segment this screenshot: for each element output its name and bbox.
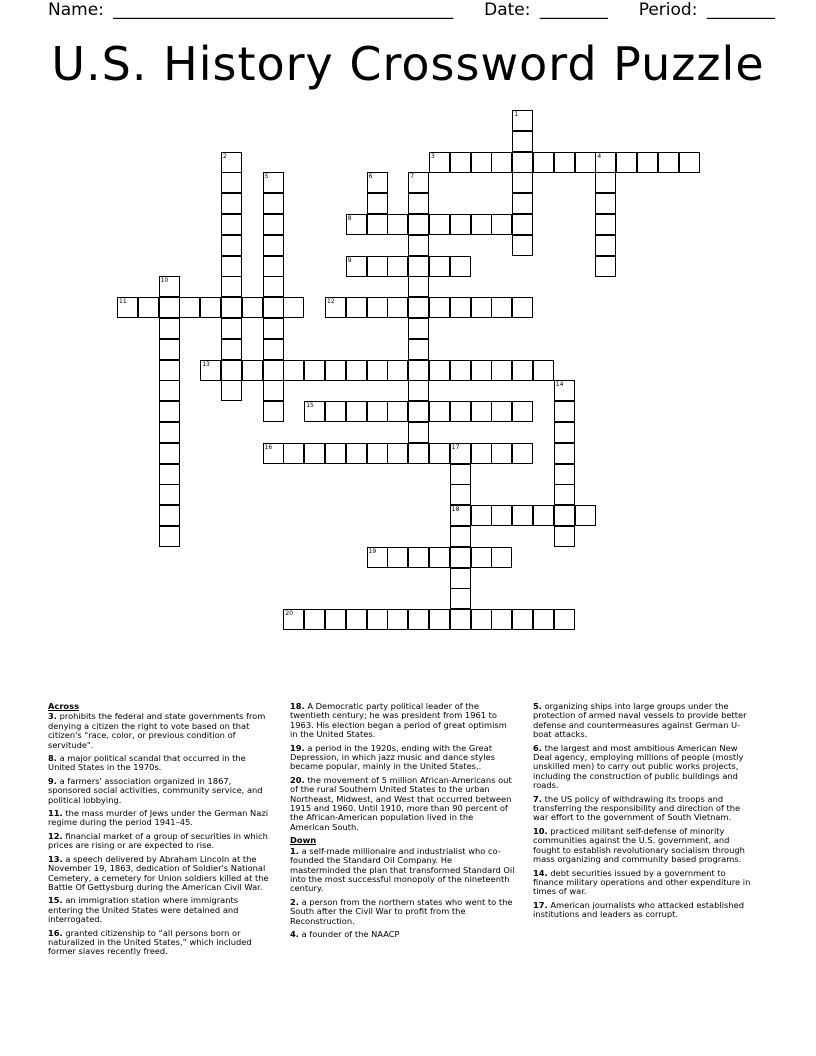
grid-cell[interactable] bbox=[408, 547, 429, 568]
clue-text: the largest and most ambitious American New Deal agency, employing millions of people (mostly unskilled men) to carry out public works projects, including the construction of public buildings and roads. bbox=[533, 742, 744, 791]
clue-item bbox=[48, 832, 273, 851]
grid-cell[interactable] bbox=[367, 214, 388, 235]
clue-item bbox=[290, 930, 515, 939]
grid-cell[interactable] bbox=[159, 297, 180, 318]
cell-number: 3 bbox=[431, 152, 435, 160]
grid-cell[interactable] bbox=[450, 256, 471, 277]
clue-number: 15. bbox=[48, 895, 63, 906]
grid-cell[interactable] bbox=[450, 505, 471, 526]
clue-column-3 bbox=[533, 702, 758, 924]
grid-cell[interactable] bbox=[159, 380, 180, 401]
grid-cell[interactable] bbox=[367, 360, 388, 381]
clue-text: a self-made millionaire and industrialist who co-founded the Standard Oil Company. He masterminded the plan that transformed Standard Oil into the most successful monopoly of the nineteenth century. bbox=[290, 845, 515, 894]
grid-cell[interactable] bbox=[408, 401, 429, 422]
clue-text: an immigration station where immigrants entering the United States were detained and interrogated. bbox=[48, 895, 239, 925]
grid-cell[interactable] bbox=[346, 443, 367, 464]
clue-text: the movement of 5 million African-Americans out of the rural Southern United States to the urban Northeast, Midwest, and West that occurred between 1915 and 1960. Until 1910, more than 90 percent of the African-American population lived in the American South. bbox=[290, 774, 512, 832]
grid-cell[interactable] bbox=[450, 297, 471, 318]
clue-number: 16. bbox=[48, 927, 63, 938]
cell-number: 11 bbox=[119, 298, 127, 306]
grid-cell[interactable] bbox=[471, 401, 492, 422]
name-blank[interactable]: ________________________________________ bbox=[113, 0, 454, 20]
grid-cell[interactable] bbox=[471, 505, 492, 526]
page-title: U.S. History Crossword Puzzle bbox=[51, 37, 765, 91]
grid-cell[interactable] bbox=[263, 380, 284, 401]
grid-cell[interactable] bbox=[408, 235, 429, 256]
grid-cell[interactable] bbox=[512, 110, 533, 131]
across-heading: Across bbox=[48, 701, 80, 711]
grid-cell[interactable] bbox=[450, 360, 471, 381]
clue-text: a founder of the NAACP bbox=[301, 928, 400, 939]
grid-cell[interactable] bbox=[283, 609, 304, 630]
cell-number: 13 bbox=[202, 360, 210, 368]
grid-cell[interactable] bbox=[221, 360, 242, 381]
grid-cell[interactable] bbox=[450, 464, 471, 485]
clue-number: 4. bbox=[290, 928, 299, 939]
grid-cell[interactable] bbox=[512, 360, 533, 381]
grid-cell[interactable] bbox=[595, 152, 616, 173]
grid-cell[interactable] bbox=[408, 297, 429, 318]
grid-cell[interactable] bbox=[658, 152, 679, 173]
grid-cell[interactable] bbox=[346, 256, 367, 277]
cell-number: 10 bbox=[160, 277, 169, 285]
clue-item bbox=[48, 929, 273, 957]
grid-cell[interactable] bbox=[159, 526, 180, 547]
grid-cell[interactable] bbox=[554, 380, 575, 401]
grid-cell[interactable] bbox=[512, 193, 533, 214]
down-heading: Down bbox=[290, 835, 317, 846]
grid-cell[interactable] bbox=[325, 360, 346, 381]
cell-number: 14 bbox=[555, 381, 564, 389]
grid-cell[interactable] bbox=[263, 443, 284, 464]
date-blank[interactable]: ________ bbox=[539, 0, 608, 20]
grid-cell[interactable] bbox=[512, 505, 533, 526]
grid-cell[interactable] bbox=[408, 360, 429, 381]
grid-cell[interactable] bbox=[429, 256, 450, 277]
grid-cell[interactable] bbox=[159, 464, 180, 485]
grid-cell[interactable] bbox=[408, 193, 429, 214]
clue-number: 10. bbox=[533, 825, 548, 836]
grid-cell[interactable] bbox=[387, 297, 408, 318]
date-label: Date: bbox=[484, 0, 531, 20]
cell-number: 12 bbox=[327, 298, 335, 306]
grid-cell[interactable] bbox=[221, 256, 242, 277]
cell-number: 2 bbox=[223, 152, 227, 160]
grid-cell[interactable] bbox=[554, 401, 575, 422]
grid-cell[interactable] bbox=[471, 214, 492, 235]
grid-cell[interactable] bbox=[387, 547, 408, 568]
clue-item bbox=[290, 702, 515, 740]
grid-cell[interactable] bbox=[263, 235, 284, 256]
grid-cell[interactable] bbox=[616, 152, 637, 173]
grid-cell[interactable] bbox=[450, 609, 471, 630]
clue-text: a period in the 1920s, ending with the Great Depression, in which jazz music and dance styles became popular, mainly in the United States,. bbox=[290, 742, 495, 772]
clue-column-1 bbox=[48, 702, 273, 961]
clue-text: the mass murder of Jews under the German Nazi regime during the period 1941–45. bbox=[48, 808, 269, 828]
name-label: Name: bbox=[48, 0, 104, 20]
grid-cell[interactable] bbox=[179, 297, 200, 318]
grid-cell[interactable] bbox=[221, 276, 242, 297]
clue-text: a major political scandal that occurred in the United States in the 1970s. bbox=[48, 753, 246, 773]
clue-text: A Democratic party political leader of the twentieth century; he was president from 1961 to 1963. His election began a period of great optimism in the United States. bbox=[290, 701, 507, 740]
grid-cell[interactable] bbox=[283, 297, 304, 318]
clue-item bbox=[48, 809, 273, 828]
clue-number: 11. bbox=[48, 808, 63, 819]
grid-cell[interactable] bbox=[450, 484, 471, 505]
grid-cell[interactable] bbox=[471, 443, 492, 464]
grid-cell[interactable] bbox=[408, 609, 429, 630]
clue-item bbox=[533, 827, 758, 865]
grid-cell[interactable] bbox=[367, 401, 388, 422]
grid-cell[interactable] bbox=[595, 172, 616, 193]
grid-cell[interactable] bbox=[159, 443, 180, 464]
grid-cell[interactable] bbox=[512, 152, 533, 173]
clue-item bbox=[48, 896, 273, 924]
grid-cell[interactable] bbox=[554, 443, 575, 464]
cell-number: 16 bbox=[264, 443, 273, 451]
grid-cell[interactable] bbox=[387, 360, 408, 381]
period-label: Period: bbox=[638, 0, 698, 20]
clue-item bbox=[533, 901, 758, 920]
grid-cell[interactable] bbox=[429, 152, 450, 173]
grid-cell[interactable] bbox=[595, 193, 616, 214]
grid-cell[interactable] bbox=[263, 318, 284, 339]
clue-number: 12. bbox=[48, 830, 63, 841]
clue-number: 14. bbox=[533, 867, 548, 878]
grid-cell[interactable] bbox=[221, 339, 242, 360]
grid-cell[interactable] bbox=[637, 152, 658, 173]
grid-cell[interactable] bbox=[387, 214, 408, 235]
grid-cell[interactable] bbox=[221, 318, 242, 339]
grid-cell[interactable] bbox=[471, 152, 492, 173]
clue-item bbox=[48, 855, 273, 893]
grid-cell[interactable] bbox=[491, 297, 512, 318]
clue-item bbox=[533, 869, 758, 897]
clue-number: 20. bbox=[290, 774, 305, 785]
grid-cell[interactable] bbox=[408, 318, 429, 339]
grid-cell[interactable] bbox=[346, 401, 367, 422]
grid-cell[interactable] bbox=[200, 360, 221, 381]
grid-cell[interactable] bbox=[367, 443, 388, 464]
clue-number: 17. bbox=[533, 899, 548, 910]
period-blank[interactable]: ________ bbox=[706, 0, 775, 20]
clue-item bbox=[48, 754, 273, 773]
clue-item bbox=[533, 702, 758, 740]
grid-cell[interactable] bbox=[450, 152, 471, 173]
grid-cell[interactable] bbox=[554, 152, 575, 173]
grid-cell[interactable] bbox=[450, 568, 471, 589]
grid-cell[interactable] bbox=[304, 360, 325, 381]
grid-cell[interactable] bbox=[491, 214, 512, 235]
grid-cell[interactable] bbox=[575, 505, 596, 526]
grid-cell[interactable] bbox=[367, 256, 388, 277]
grid-cell[interactable] bbox=[159, 505, 180, 526]
grid-cell[interactable] bbox=[512, 214, 533, 235]
cell-number: 8 bbox=[347, 215, 352, 222]
grid-cell[interactable] bbox=[159, 422, 180, 443]
grid-cell[interactable] bbox=[429, 443, 450, 464]
grid-cell[interactable] bbox=[408, 256, 429, 277]
grid-cell[interactable] bbox=[221, 380, 242, 401]
grid-cell[interactable] bbox=[263, 360, 284, 381]
clue-number: 13. bbox=[48, 853, 63, 864]
clue-text: prohibits the federal and state governments from denying a citizen the right to vote based on that citizen's "race, color, or previous condition of servitude". bbox=[48, 711, 266, 750]
grid-cell[interactable] bbox=[263, 256, 284, 277]
grid-cell[interactable] bbox=[263, 193, 284, 214]
grid-cell[interactable] bbox=[471, 297, 492, 318]
grid-cell[interactable] bbox=[221, 193, 242, 214]
grid-cell[interactable] bbox=[512, 401, 533, 422]
clue-item bbox=[533, 744, 758, 791]
clue-text: financial market of a group of securities in which prices are rising or are expected to rise. bbox=[48, 830, 268, 851]
grid-cell[interactable] bbox=[554, 609, 575, 630]
grid-cell[interactable] bbox=[304, 401, 325, 422]
grid-cell[interactable] bbox=[263, 276, 284, 297]
grid-cell[interactable] bbox=[283, 360, 304, 381]
clue-number: 7. bbox=[533, 793, 542, 804]
grid-cell[interactable] bbox=[471, 547, 492, 568]
grid-cell[interactable] bbox=[491, 360, 512, 381]
grid-cell[interactable] bbox=[512, 443, 533, 464]
clue-number: 6. bbox=[533, 742, 542, 753]
cell-number: 1 bbox=[514, 111, 519, 118]
across-clues-a bbox=[48, 712, 273, 956]
grid-cell[interactable] bbox=[554, 464, 575, 485]
grid-cell[interactable] bbox=[159, 318, 180, 339]
grid-cell[interactable] bbox=[159, 276, 180, 297]
grid-cell[interactable] bbox=[450, 588, 471, 609]
cell-number: 7 bbox=[410, 173, 415, 181]
grid-cell[interactable] bbox=[159, 401, 180, 422]
grid-cell[interactable] bbox=[491, 547, 512, 568]
grid-cell[interactable] bbox=[117, 297, 138, 318]
grid-cell[interactable] bbox=[491, 505, 512, 526]
grid-cell[interactable] bbox=[595, 235, 616, 256]
down-clues-b bbox=[533, 702, 758, 920]
grid-cell[interactable] bbox=[221, 214, 242, 235]
cell-number: 15 bbox=[306, 402, 314, 410]
grid-cell[interactable] bbox=[221, 152, 242, 173]
clue-text: a person from the northern states who went to the South after the Civil War to profit from the Reconstruction. bbox=[290, 896, 513, 926]
grid-cell[interactable] bbox=[554, 484, 575, 505]
clue-item bbox=[48, 712, 273, 750]
grid-cell[interactable] bbox=[367, 172, 388, 193]
grid-cell[interactable] bbox=[491, 443, 512, 464]
grid-cell[interactable] bbox=[408, 339, 429, 360]
grid-cell[interactable] bbox=[387, 256, 408, 277]
grid-cell[interactable] bbox=[471, 609, 492, 630]
grid-cell[interactable] bbox=[512, 235, 533, 256]
cell-number: 17 bbox=[451, 443, 460, 451]
grid-cell[interactable] bbox=[346, 297, 367, 318]
grid-cell[interactable] bbox=[159, 339, 180, 360]
grid-cell[interactable] bbox=[512, 297, 533, 318]
grid-cell[interactable] bbox=[533, 609, 554, 630]
grid-cell[interactable] bbox=[221, 297, 242, 318]
grid-cell[interactable] bbox=[554, 422, 575, 443]
grid-cell[interactable] bbox=[325, 297, 346, 318]
clue-item bbox=[533, 795, 758, 823]
cell-number: 18 bbox=[451, 506, 460, 514]
clue-item bbox=[290, 776, 515, 832]
grid-cell[interactable] bbox=[263, 172, 284, 193]
clue-number: 2. bbox=[290, 896, 299, 907]
grid-cell[interactable] bbox=[325, 609, 346, 630]
grid-cell[interactable] bbox=[450, 401, 471, 422]
cell-number: 19 bbox=[368, 547, 377, 555]
grid-cell[interactable] bbox=[346, 214, 367, 235]
grid-cell[interactable] bbox=[387, 609, 408, 630]
grid-cell[interactable] bbox=[491, 609, 512, 630]
clue-item bbox=[290, 898, 515, 926]
clue-number: 1. bbox=[290, 845, 299, 856]
grid-cell[interactable] bbox=[304, 443, 325, 464]
clue-item bbox=[290, 744, 515, 772]
clue-number: 9. bbox=[48, 775, 57, 786]
clue-text: a speech delivered by Abraham Lincoln at the November 19, 1863, dedication of Soldier's National Cemetery, a cemetery for Union soldiers killed at the Battle Of Gettysburg during the American Civil War. bbox=[48, 853, 269, 892]
grid-cell[interactable] bbox=[138, 297, 159, 318]
grid-cell[interactable] bbox=[325, 443, 346, 464]
clue-text: the US policy of withdrawing its troops and transferring the responsibility and direction of the war effort to the government of South Vietnam. bbox=[533, 793, 741, 823]
cell-number: 5 bbox=[264, 173, 269, 181]
grid-cell[interactable] bbox=[679, 152, 700, 173]
grid-cell[interactable] bbox=[221, 172, 242, 193]
clue-text: organizing ships into large groups under the protection of armed naval vessels to provide better defense and countermeasures against German U-boat attacks. bbox=[533, 701, 747, 740]
grid-cell[interactable] bbox=[450, 214, 471, 235]
clue-text: American journalists who attacked established institutions and leaders as corrupt. bbox=[533, 899, 744, 920]
grid-cell[interactable] bbox=[512, 172, 533, 193]
grid-cell[interactable] bbox=[533, 505, 554, 526]
clue-number: 5. bbox=[533, 701, 542, 711]
grid-cell[interactable] bbox=[346, 360, 367, 381]
grid-cell[interactable] bbox=[408, 422, 429, 443]
clue-text: debt securities issued by a government to finance military operations and other expenditure in times of war. bbox=[533, 867, 751, 897]
clue-column-2 bbox=[290, 702, 515, 943]
grid-cell[interactable] bbox=[595, 214, 616, 235]
across-clues-b bbox=[290, 702, 515, 832]
grid-cell[interactable] bbox=[408, 443, 429, 464]
grid-cell[interactable] bbox=[554, 505, 575, 526]
grid-cell[interactable] bbox=[429, 401, 450, 422]
grid-cell[interactable] bbox=[346, 609, 367, 630]
grid-cell[interactable] bbox=[512, 131, 533, 152]
grid-cell[interactable] bbox=[429, 297, 450, 318]
clue-number: 18. bbox=[290, 701, 305, 711]
grid-cell[interactable] bbox=[429, 214, 450, 235]
clue-item bbox=[48, 777, 273, 805]
grid-cell[interactable] bbox=[575, 152, 596, 173]
grid-cell[interactable] bbox=[408, 214, 429, 235]
cell-number: 4 bbox=[597, 152, 602, 160]
grid-cell[interactable] bbox=[471, 360, 492, 381]
grid-cell[interactable] bbox=[367, 609, 388, 630]
grid-cell[interactable] bbox=[408, 276, 429, 297]
grid-cell[interactable] bbox=[450, 443, 471, 464]
grid-cell[interactable] bbox=[429, 609, 450, 630]
grid-cell[interactable] bbox=[304, 609, 325, 630]
grid-cell[interactable] bbox=[367, 547, 388, 568]
grid-cell[interactable] bbox=[595, 256, 616, 277]
clue-text: practiced militant self-defense of minority communities against the U.S. government, and fought to establish revolutionary socialism through mass organizing and community based programs. bbox=[533, 825, 745, 865]
clue-number: 3. bbox=[48, 711, 57, 722]
grid-cell[interactable] bbox=[242, 360, 263, 381]
grid-cell[interactable] bbox=[429, 360, 450, 381]
grid-cell[interactable] bbox=[491, 401, 512, 422]
grid-cell[interactable] bbox=[263, 297, 284, 318]
grid-cell[interactable] bbox=[450, 526, 471, 547]
grid-cell[interactable] bbox=[325, 401, 346, 422]
clue-item bbox=[290, 847, 515, 894]
cell-number: 20 bbox=[285, 610, 294, 618]
clue-text: granted citizenship to “all persons born or naturalized in the United States,” which included former slaves recently freed. bbox=[48, 927, 252, 957]
grid-cell[interactable] bbox=[159, 484, 180, 505]
down-clues-a bbox=[290, 847, 515, 940]
grid-cell[interactable] bbox=[242, 297, 263, 318]
cell-number: 9 bbox=[347, 256, 352, 264]
grid-cell[interactable] bbox=[159, 360, 180, 381]
grid-cell[interactable] bbox=[367, 193, 388, 214]
grid-cell[interactable] bbox=[387, 443, 408, 464]
grid-cell[interactable] bbox=[533, 360, 554, 381]
grid-cell[interactable] bbox=[283, 443, 304, 464]
grid-cell[interactable] bbox=[429, 547, 450, 568]
grid-cell[interactable] bbox=[200, 297, 221, 318]
cell-number: 6 bbox=[368, 173, 373, 181]
grid-cell[interactable] bbox=[263, 401, 284, 422]
grid-cell[interactable] bbox=[512, 609, 533, 630]
grid-cell[interactable] bbox=[408, 380, 429, 401]
grid-cell[interactable] bbox=[367, 297, 388, 318]
clue-number: 8. bbox=[48, 753, 57, 764]
clue-text: a farmers' association organized in 1867, sponsored social activities, community service, and political lobbying. bbox=[48, 775, 263, 805]
grid-cell[interactable] bbox=[263, 339, 284, 360]
grid-cell[interactable] bbox=[533, 152, 554, 173]
grid-cell[interactable] bbox=[450, 547, 471, 568]
clue-list bbox=[48, 702, 772, 1002]
grid-cell[interactable] bbox=[491, 152, 512, 173]
clue-number: 19. bbox=[290, 742, 305, 753]
grid-cell[interactable] bbox=[387, 401, 408, 422]
grid-cell[interactable] bbox=[408, 172, 429, 193]
grid-cell[interactable] bbox=[221, 235, 242, 256]
grid-cell[interactable] bbox=[554, 526, 575, 547]
grid-cell[interactable] bbox=[263, 214, 284, 235]
